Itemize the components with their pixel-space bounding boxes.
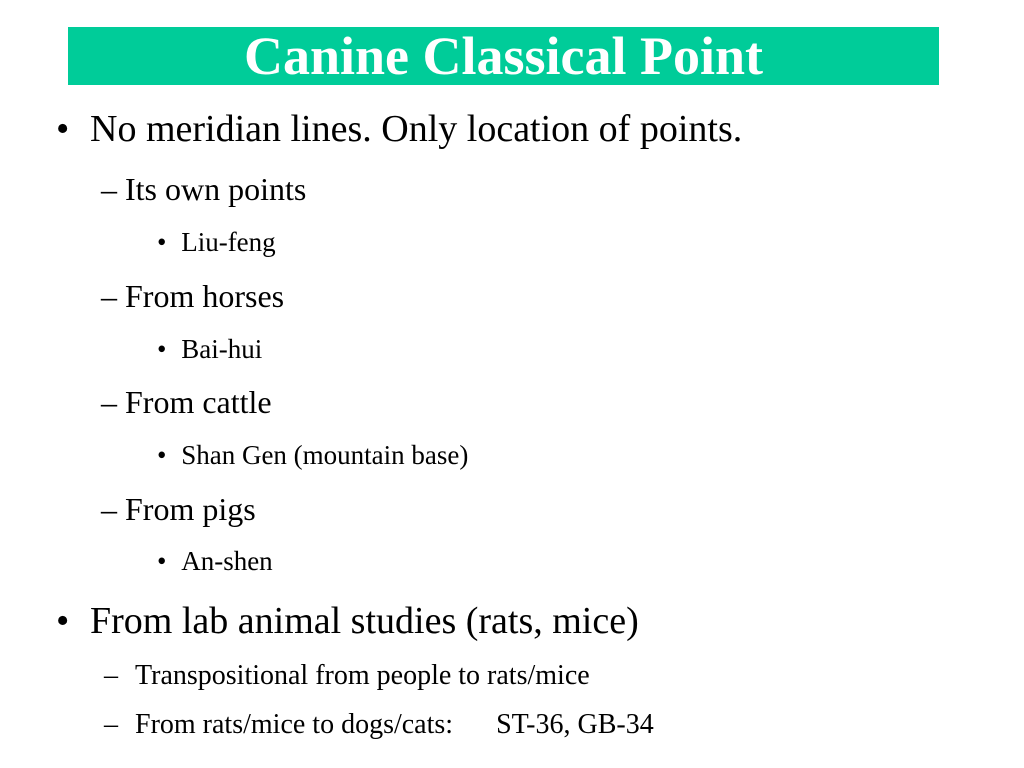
detail-bullet-text: Shan Gen (mountain base) [181, 440, 469, 470]
sub-bullet-item [104, 662, 590, 690]
dash-marker: – [101, 171, 117, 207]
point-codes: ST-36, GB-34 [496, 709, 654, 740]
detail-bullet-text: An-shen [181, 546, 273, 576]
bullet-marker: • [157, 440, 167, 470]
slide-title: Canine Classical Point [243, 26, 764, 86]
dash-marker: – [101, 278, 117, 314]
sub-bullet-text: From pigs [125, 491, 256, 527]
detail-bullet-item [157, 548, 273, 575]
bullet-marker: • [56, 600, 70, 642]
bullet-marker: • [56, 108, 70, 150]
detail-bullet-text: Liu-feng [181, 227, 276, 257]
sub-bullet-text: Transpositional from people to rats/mice [135, 660, 590, 691]
detail-bullet-item [157, 229, 276, 256]
dash-marker: – [101, 384, 117, 420]
sub-bullet-text: From cattle [125, 384, 272, 420]
slide-title-banner [68, 27, 939, 85]
bullet-text: No meridian lines. Only location of points. [90, 108, 743, 150]
dash-marker: – [104, 660, 118, 691]
sub-bullet-text: From rats/mice to dogs/cats: [135, 709, 454, 740]
detail-bullet-item [157, 336, 262, 363]
sub-bullet-item [101, 173, 306, 205]
dash-marker: – [101, 491, 117, 527]
detail-bullet-text: Bai-hui [181, 334, 263, 364]
sub-bullet-item [104, 711, 654, 739]
bullet-marker: • [157, 546, 167, 576]
sub-bullet-item [101, 493, 256, 525]
bullet-text: From lab animal studies (rats, mice) [90, 600, 639, 642]
dash-marker: – [104, 709, 118, 740]
sub-bullet-text: From horses [125, 278, 285, 314]
sub-bullet-item [101, 280, 284, 312]
bullet-marker: • [157, 334, 167, 364]
sub-bullet-item [101, 386, 272, 418]
bullet-marker: • [157, 227, 167, 257]
sub-bullet-text: Its own points [125, 171, 307, 207]
detail-bullet-item [157, 442, 468, 469]
